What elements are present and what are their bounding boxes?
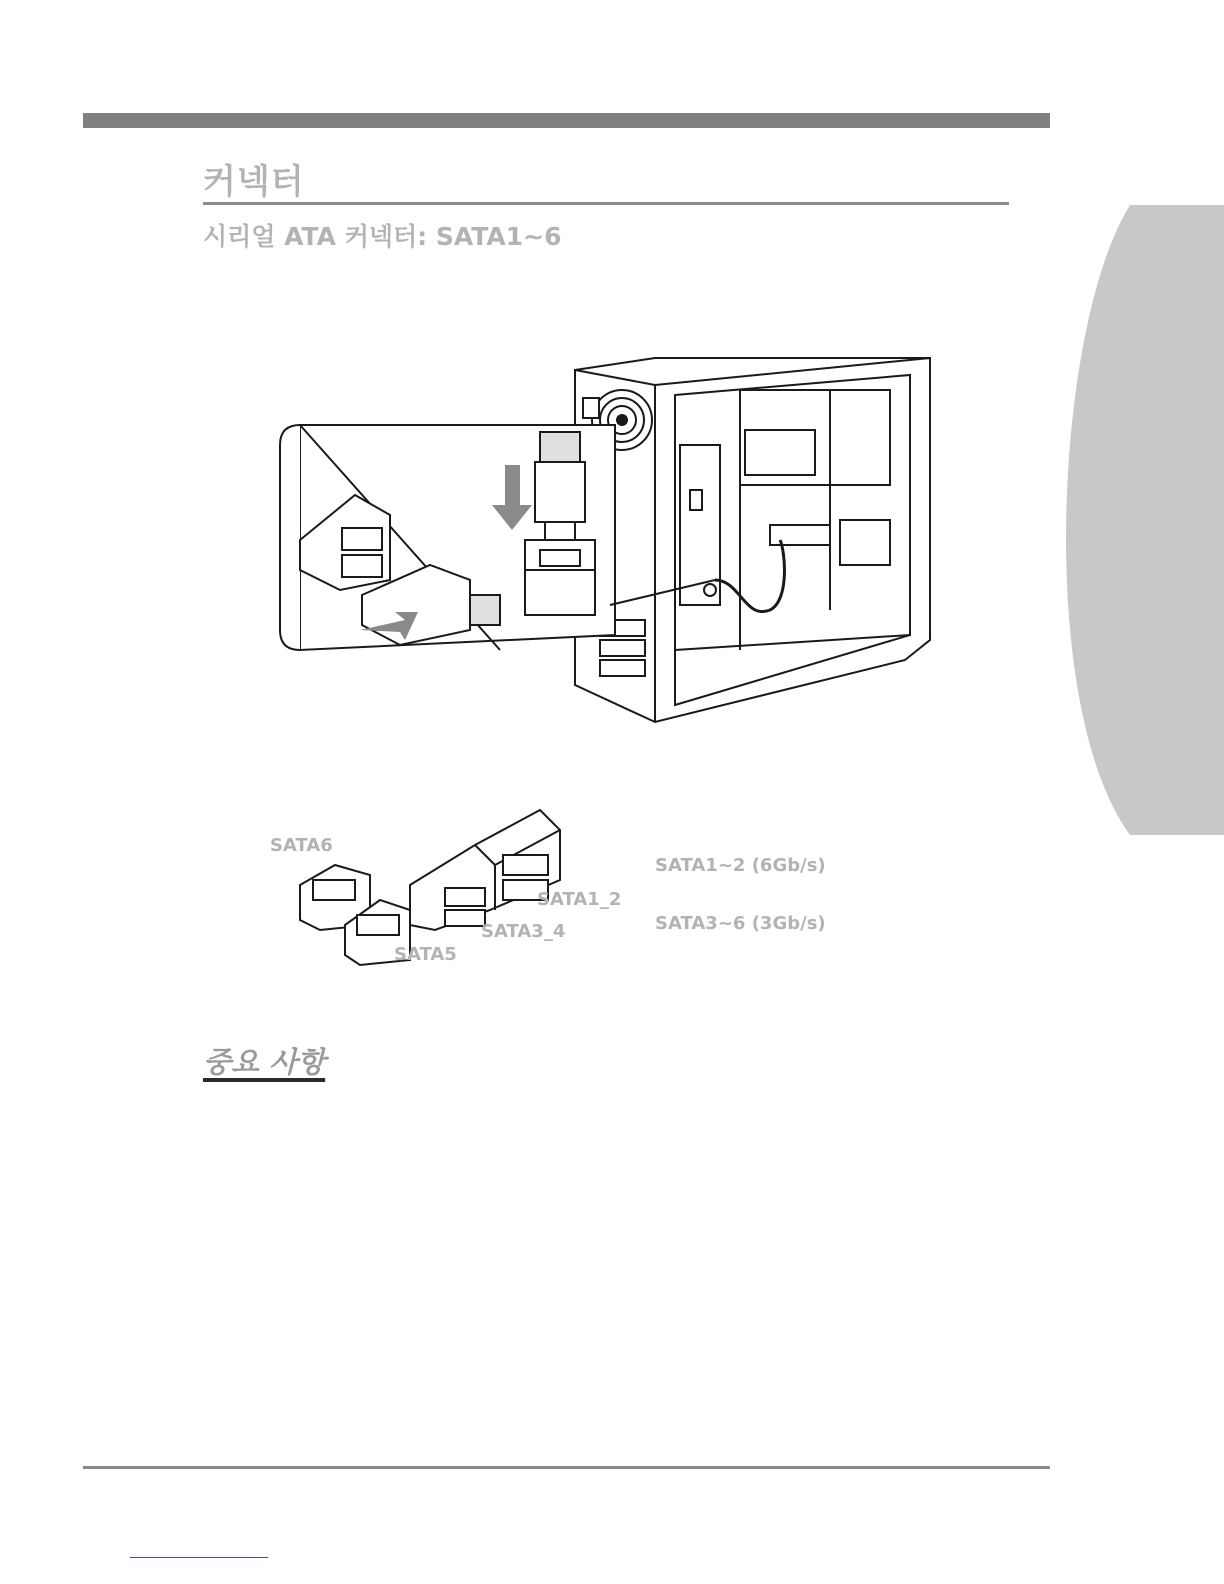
side-chapter-tab [1055,205,1224,835]
subsection-title: 시리얼 ATA 커넥터: SATA1~6 [203,222,562,251]
speed-sata3-6: SATA3~6 (3Gb/s) [655,913,826,934]
label-sata1-2: SATA1_2 [537,889,622,910]
section-title: 커넥터 [203,162,305,202]
label-sata5: SATA5 [394,944,457,965]
header-bar [83,113,1050,128]
label-sata6: SATA6 [270,835,333,856]
label-sata3-4: SATA3_4 [481,921,566,942]
sata-installation-illustration [270,350,940,730]
section-divider [203,202,1009,205]
notice-title: 중요 사항 [203,1045,326,1079]
footer-link-underline [130,1557,268,1558]
speed-sata1-2: SATA1~2 (6Gb/s) [655,855,826,876]
footer-divider [83,1466,1050,1469]
